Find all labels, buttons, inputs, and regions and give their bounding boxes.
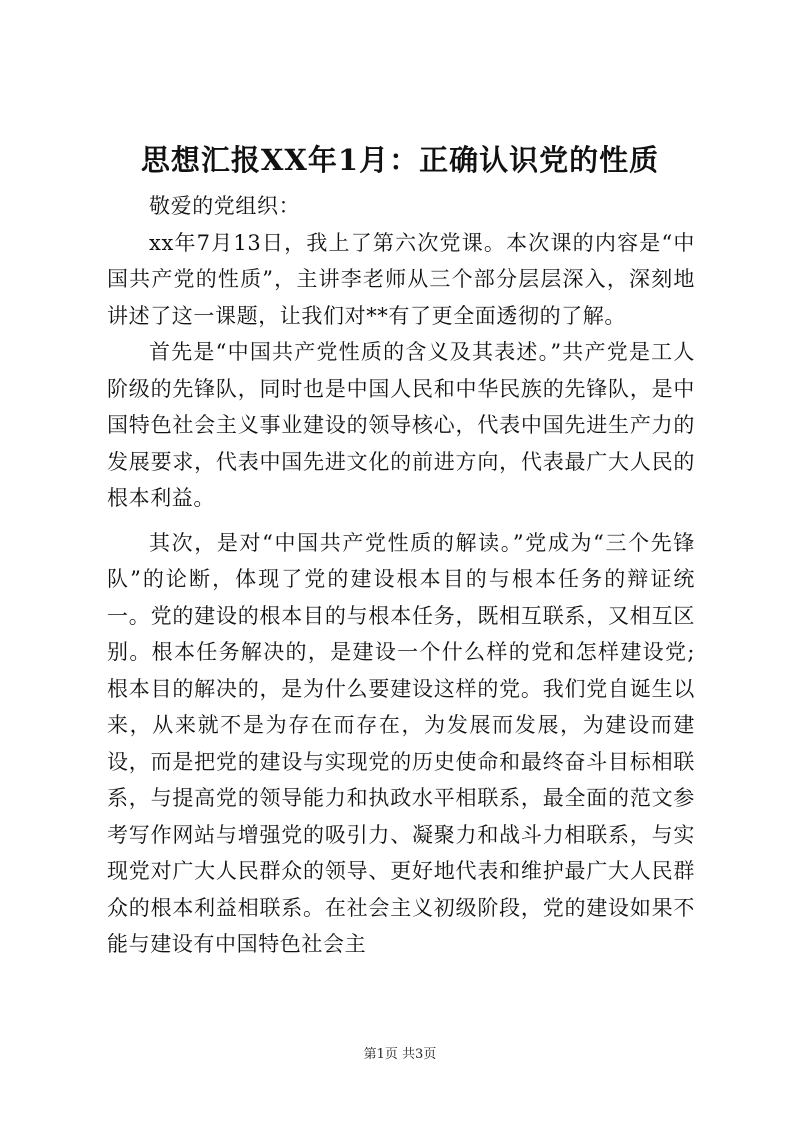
document-title: 思想汇报XX年1月：正确认识党的性质 bbox=[140, 143, 660, 177]
page-footer: 第1页 共3页 bbox=[363, 1047, 437, 1062]
paragraph-2: 首先是“中国共产党性质的含义及其表述。”共产党是工人阶级的先锋队，同时也是中国人民和中华民族的先锋队，是中国特色社会主义事业建设的领导核心，代表中国先进生产力的发展要求，代表中国先进文化的前进方向，代表最广大人民的根本利益。 bbox=[107, 340, 695, 510]
paragraph-3: 其次，是对“中国共产党性质的解读。”党成为“三个先锋队”的论断，体现了党的建设根本目的与根本任务的辩证统一。党的建设的根本目的与根本任务，既相互联系，又相互区别。根本任务解决的，是建设一个什么样的党和怎样建设党;根本目的解决的，是为什么要建设这样的党。我们党自诞生以来，从来就不是为存在而存在，为发展而发展，为建设而建设，而是把党的建设与实现党的历史使命和最终奋斗目标相联系，与提高党的领导能力和执政水平相联系，最全面的范文参考写作网站与增强党的吸引力、凝聚力和战斗力相联系，与实现党对广大人民群众的领导、更好地代表和维护最广大人民群众的根本利益相联系。在社会主义初级阶段，党的建设如果不能与建设有中国特色社会主 bbox=[107, 530, 695, 956]
paragraph-1: xx年7月13日，我上了第六次党课。本次课的内容是“中国共产党的性质”，主讲李老师从三个部分层层深入，深刻地讲述了这一课题，让我们对**有了更全面透彻的了解。 bbox=[107, 230, 695, 328]
document-body bbox=[107, 188, 695, 963]
greeting-line: 敬爱的党组织： bbox=[149, 194, 301, 218]
